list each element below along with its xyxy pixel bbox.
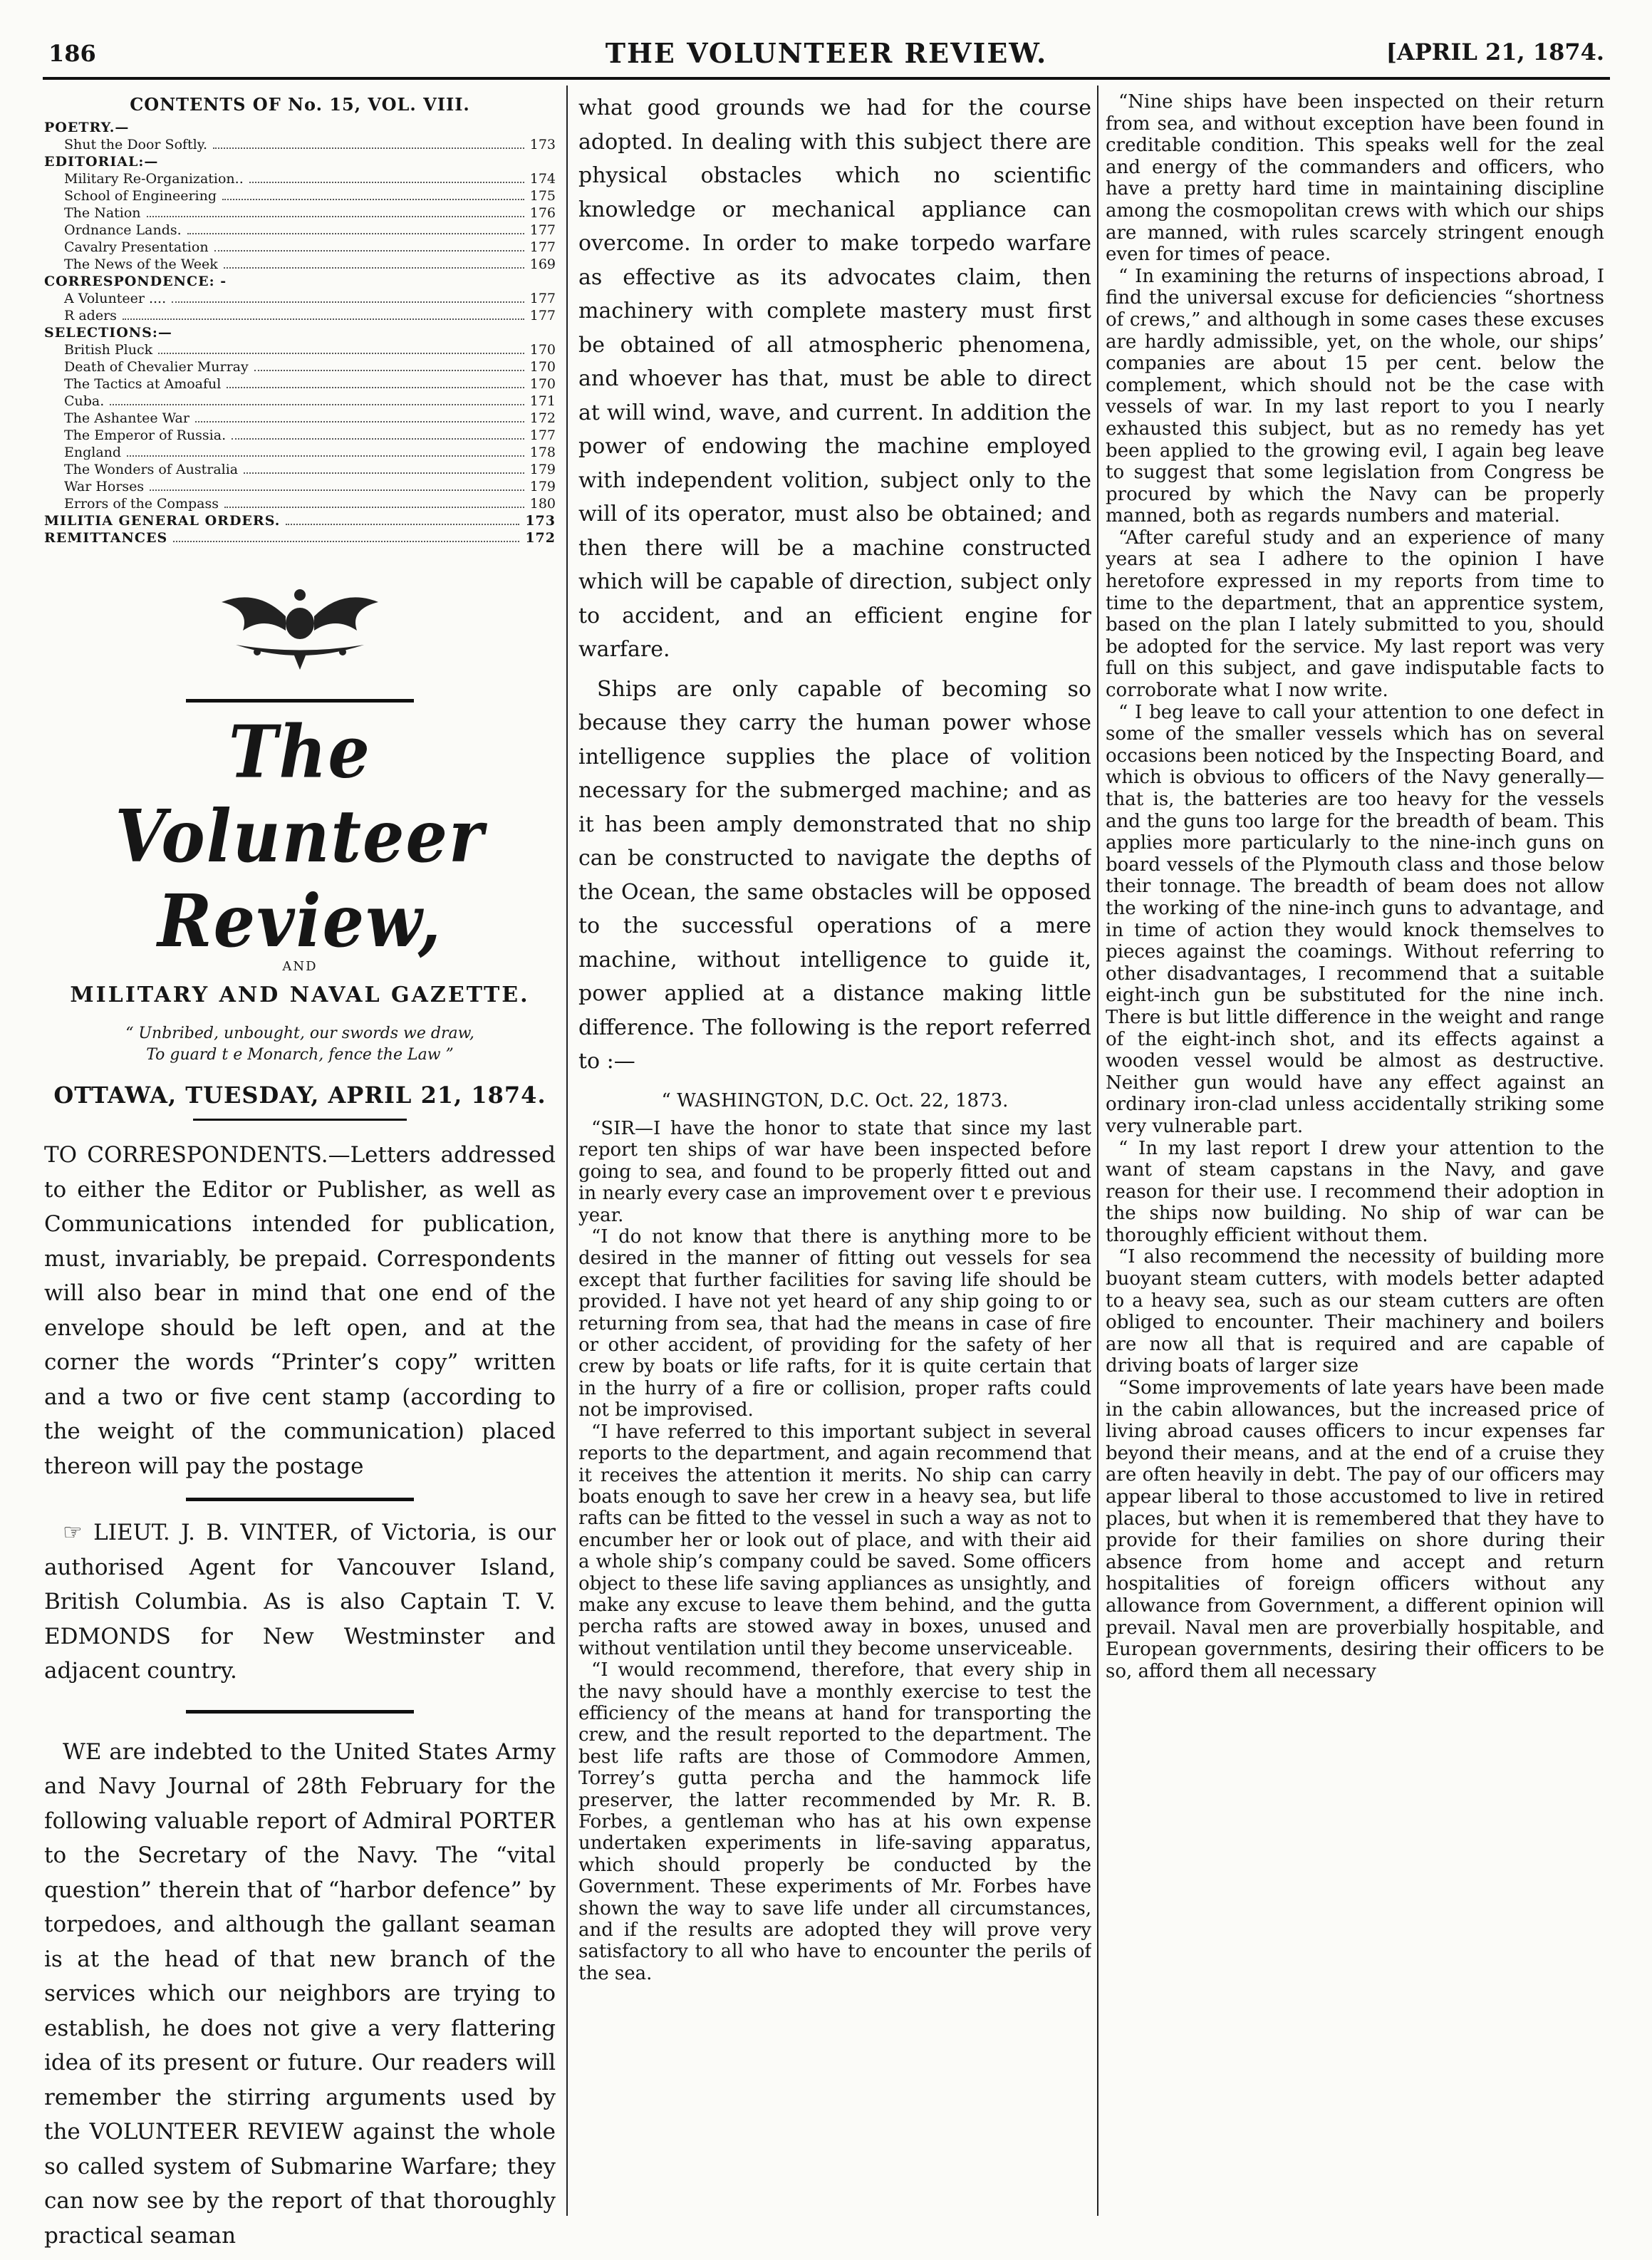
contents-entry-page: 179 — [529, 462, 556, 477]
leader-dots — [147, 204, 524, 217]
divider-rule — [193, 1119, 407, 1121]
contents-entry — [44, 358, 556, 375]
contents-entry-title: Death of Chevalier Murray — [64, 359, 249, 375]
contents-entry-title: War Horses — [64, 479, 145, 494]
contents-entry — [44, 393, 556, 410]
leader-dots — [286, 512, 519, 525]
contents-entry — [44, 478, 556, 495]
column-1 — [44, 91, 556, 2253]
contents-entry-page: 178 — [529, 445, 556, 460]
leader-dots — [224, 495, 524, 508]
contents-entry-title: R aders — [64, 308, 117, 323]
contents-entry-title: The News of the Week — [64, 256, 218, 272]
leader-dots — [127, 444, 524, 457]
leader-dots — [249, 170, 524, 183]
report-paragraph: “ In examining the returns of inspections abroad, I find the universal excuse for deficiencies “shortness of crews,” and although in some cases these excuses are hardly admissible, yet, on the whole, our ships’ companies are about 15 per cent. below the complement, which should not be the case with vessels of war. In my last report to you I nearly exhausted this subject, but as no remedy has yet been applied to the growing evil, I again beg leave to suggest that some legislation from Congress be procured by which the Navy can be properly manned, both as regards numbers and material. — [1106, 265, 1604, 527]
leader-dots — [213, 136, 524, 149]
column-rule-1 — [566, 85, 568, 2216]
report-paragraph: “Some improvements of late years have been made in the cabin allowances, but the increased price of living abroad causes officers to incur expenses far beyond their means, and at the end of a cruise they are often heavily in debt. The pay of our officers may appear liberal to those accustomed to live in retired places, but when it is remembered that they have to provide for their families on shore during their absence from home and accept and return hospitalities of foreign officers without any allowance from Government, a different opinion will prevail. Naval men are proverbially hospitable, and European governments, desiring their officers to be so, afford them all necessary — [1106, 1377, 1604, 1682]
contents-entry-page: 174 — [529, 171, 556, 187]
contents-entry-page: 179 — [529, 479, 556, 494]
contents-entry — [44, 461, 556, 478]
report-paragraph: “I would recommend, therefore, that every ship in the navy should have a monthly exercise to test the efficiency of the means at hand for transporting the crew, and the result reported to the department. The best life rafts are those of Commodore Ammen, Torrey’s gutta percha and the hammock life preserver, the latter recommended by Mr. R. B. Forbes, a gentleman who has at his own expense undertaken experiments in life-saving apparatus, which should properly be conducted by the Government. These experiments of Mr. Forbes have shown the way to save life under all circumstances, and if the results are adopted they will prove very satisfactory to all who have to encounter the perils of the sea. — [578, 1659, 1091, 1984]
contents-entry-title: Cuba. — [64, 393, 105, 409]
editorial-paragraph: WE are indebted to the United States Army and Navy Journal of 28th February for the following valuable report of Admiral PORTER to the Secretary of the Navy. The “vital question” therein that of “harbor defence” by torpedoes, and although the gallant seaman is at the head of that new branch of the services which our neighbors are trying to establish, he does not give a very flattering idea of its present or future. Our readers will remember the stirring arguments used by the VOLUNTEER REVIEW against the whole so called system of Submarine Warfare; they can now see by the report of that thoroughly practical seaman — [44, 1738, 556, 2249]
report-paragraph: “After careful study and an experience of many years at sea I adhere to the opinion I have heretofore expressed in my reports from time to time to the department, that an apprentice system, based on the plan I lately submitted to you, should be adopted for the service. My last report was very full on this subject, and gave indisputable facts to corroborate what I now write. — [1106, 527, 1604, 702]
leader-dots — [150, 478, 524, 491]
report-paragraph: “ I beg leave to call your attention to one defect in some of the smaller vessels which has on several occasions been noticed by the Inspecting Board, and which is obvious to officers of the Navy generally—that is, the batteries are too heavy for the vessels and the guns too large for the breadth of beam. This applies more particularly to the nine-inch guns on board vessels of the Plymouth class and those below their tonnage. The breadth of beam does not allow the working of the nine-inch guns to advantage, and in time of action they would knock themselves to pieces against the coamings. Without referring to other disadvantages, I recommend that a suitable eight-inch gun be substituted for the nine inch. There is but little difference in the weight and range of the eight-inch shot, and its effects against a wooden vessel would be almost as destructive. Neither gun would have any effect against an ordinary iron-clad unless accidentally striking some very vulnerable part. — [1106, 701, 1604, 1137]
contents-entry-page: 173 — [529, 137, 556, 152]
report-paragraph: “Nine ships have been inspected on their return from sea, and without exception have been found in creditable condition. This speaks well for the zeal and energy of the commanders and officers, who have a pretty hard time in maintaining discipline among the cosmopolitan crews with which our ships are manned, with rules scarcely stringent enough even for times of peace. — [1106, 91, 1604, 266]
contents-section-heading: CORRESPONDENCE: - — [44, 274, 227, 289]
contents-entry-page: 171 — [529, 393, 556, 409]
contents-entry-title: The Wonders of Australia — [64, 462, 239, 477]
contents-entry — [44, 187, 556, 204]
contents-entry-title: A Volunteer .... — [64, 291, 167, 306]
contents-section-heading: SELECTIONS:— — [44, 325, 172, 341]
motto-line-2: To guard t e Monarch, fence the Law ” — [146, 1046, 454, 1064]
agent-notice — [44, 1515, 556, 1689]
contents-entry — [44, 290, 556, 307]
contents-entry — [44, 204, 556, 222]
contents-entry-title: British Pluck — [64, 342, 153, 358]
ornament-icon — [44, 559, 556, 680]
contents-entry-title: The Emperor of Russia. — [64, 427, 227, 443]
notice-text: Letters addressed to either the Editor or Publisher, as well as Communications intended for publication, must, invariably, be prepaid. Correspondents will also bear in mind that one end of the envelope should be left open, and at the corner the words “Printer’s copy” written and a two or five cent stamp (according to the weight of the communication) placed thereon will pay the postage — [44, 1142, 556, 1479]
divider-rule — [186, 1498, 414, 1501]
masthead-motto — [44, 1023, 556, 1066]
leader-dots — [224, 256, 524, 269]
divider-rule — [186, 699, 414, 703]
divider-rule — [186, 1710, 414, 1714]
contents-entry-title: The Ashantee War — [64, 410, 189, 426]
contents-entry — [44, 495, 556, 512]
report-dateline: “ WASHINGTON, D.C. Oct. 22, 1873. — [661, 1089, 1009, 1111]
contents-section-heading: EDITORIAL:— — [44, 154, 159, 170]
contents-entry — [44, 410, 556, 427]
contents-entry-page: 177 — [529, 427, 556, 443]
contents-entry — [44, 341, 556, 358]
contents-entry-title: Military Re-Organization.. — [64, 171, 244, 187]
report-paragraph: “SIR—I have the honor to state that since my last report ten ships of war have been inspected before going to sea, and found to be properly fitted out and in nearly every case an improvement over t e previous year. — [578, 1118, 1091, 1226]
contents-entry-page: 177 — [529, 291, 556, 306]
report-paragraph: “I do not know that there is anything more to be desired in the manner of fitting out vessels for sea except that further facilities for saving life should be provided. I have not yet heard of any ship going to or returning from sea, that had the means in case of fire or other accident, of providing for the safety of her crew by boats or life rafts, for it is quite certain that in the hurry of a fire or collision, proper rafts could not be improvised. — [578, 1226, 1091, 1421]
contents-section-heading: POETRY.— — [44, 120, 130, 135]
contents-entry-title: The Tactics at Amoaful — [64, 376, 222, 392]
contents-tail-entry — [44, 529, 556, 546]
running-date: [APRIL 21, 1874. — [1386, 38, 1604, 66]
contents-entry — [44, 222, 556, 239]
contents-entry — [44, 375, 556, 393]
masthead-subtitle: MILITARY AND NAVAL GAZETTE. — [70, 983, 530, 1007]
leader-dots — [227, 375, 524, 388]
report-paragraph: “I have referred to this important subject in several reports to the department, and again recommend that it receives the attention it merits. No ship can carry boats enough to save her crew in a heavy sea, but life rafts can be fitted to the vessel in such a way as not to encumber her or look out of place, and with their aid a whole ship’s company could be saved. Some officers object to these life saving appliances as unsightly, and make any excuse to leave them behind, and the gutta percha rafts are stowed away in boxes, unused and without ventilation until they become unserviceable. — [578, 1421, 1091, 1659]
leader-dots — [254, 358, 524, 371]
contents-entry-page: 180 — [529, 496, 556, 512]
leader-dots — [110, 393, 524, 405]
report-paragraph: “ In my last report I drew your attention to the want of steam capstans in the Navy, and gave reason for their use. I recommend their adoption in the ships now building. No ship of war can be thoroughly efficient without them. — [1106, 1137, 1604, 1246]
contents-entry-title: Cavalry Presentation — [64, 239, 209, 255]
leader-dots — [158, 341, 524, 354]
motto-line-1: “ Unbribed, unbought, our swords we draw, — [125, 1025, 474, 1042]
contents-entry — [44, 136, 556, 153]
issue-dateline: OTTAWA, TUESDAY, APRIL 21, 1874. — [53, 1082, 546, 1109]
contents-entry-page: 170 — [529, 359, 556, 375]
header-rule — [43, 77, 1610, 80]
contents-entry-page: 176 — [529, 205, 556, 221]
contents-entry-page: 177 — [529, 222, 556, 238]
contents-entry-page: 172 — [525, 530, 556, 546]
leader-dots — [244, 461, 524, 474]
contents-entry-page: 173 — [525, 513, 556, 529]
leader-dots — [173, 529, 519, 542]
masthead-title: The Volunteer Review, — [115, 709, 485, 964]
notice-lead: TO CORRESPONDENTS.— — [44, 1142, 350, 1168]
contents-entry-page: 175 — [529, 188, 556, 204]
page-number: 186 — [48, 40, 96, 67]
correspondents-notice — [44, 1138, 556, 1483]
contents-entry-page: 177 — [529, 239, 556, 255]
contents-entry-title: School of Engineering — [64, 188, 217, 204]
leader-dots — [123, 307, 524, 320]
contents-entry-page: 169 — [529, 256, 556, 272]
contents-entry-title: REMITTANCES — [44, 530, 168, 546]
article-paragraph: Ships are only capable of becoming so because they carry the human power whose intelligence supplies the place of volition necessary for the submerged machine; and as it has been amply demonstrated that no ship can be constructed to navigate the depths of the Ocean, the same obstacles will be opposed to the successful operations of a mere machine, without intelligence to guide it, power applied at a distance making little difference. The following is the report referred to :— — [578, 676, 1091, 1074]
contents-entry — [44, 427, 556, 444]
contents-list — [44, 119, 556, 546]
contents-entry-page: 170 — [529, 376, 556, 392]
article-paragraph: what good grounds we had for the course adopted. In dealing with this subject there are physical obstacles which no scientific knowledge or mechanical appliance can overcome. In order to make torpedo warfare as effective as its advocates claim, then machinery with complete mastery must first be obtained of all atmospheric phenomena, and whoever has that, must be able to direct at will wind, wave, and current. In addition the power of endowing the machine employed with independent volition, subject only to the will of its operator, must also be obtained; and then there will be a machine constructed which will be capable of direction, subject only to accident, and an efficient engine for warfare. — [578, 95, 1091, 662]
leader-dots — [222, 187, 524, 200]
contents-entry — [44, 444, 556, 461]
leader-dots — [195, 410, 524, 423]
leader-dots — [172, 290, 524, 303]
contents-entry — [44, 256, 556, 273]
page-header — [43, 31, 1610, 67]
report-paragraph: “I also recommend the necessity of building more buoyant steam cutters, with models better adapted to a heavy sea, such as our steam cutters are often obliged to encounter. Their machinery and boilers are now all that is required and are capable of driving boats of larger size — [1106, 1246, 1604, 1377]
contents-entry — [44, 170, 556, 187]
contents-entry-page: 170 — [529, 342, 556, 358]
contents-entry — [44, 239, 556, 256]
contents-entry-title: Shut the Door Softly. — [64, 137, 208, 152]
column-2 — [578, 91, 1091, 1984]
contents-entry-title: MILITIA GENERAL ORDERS. — [44, 513, 281, 529]
contents-entry-title: Errors of the Compass — [64, 496, 219, 512]
agent-text: of Victoria, is our authorised Agent for Vancouver Island, British Columbia. As is also Captain T. V. EDMONDS for New Westminster and adjacent country. — [44, 1520, 556, 1684]
contents-title: CONTENTS OF No. 15, VOL. VIII. — [130, 94, 470, 115]
leader-dots — [187, 222, 524, 234]
contents-entry-page: 177 — [529, 308, 556, 323]
contents-entry — [44, 307, 556, 324]
contents-entry-title: Ordnance Lands. — [64, 222, 182, 238]
masthead-and: AND — [282, 959, 318, 974]
contents-entry-title: England — [64, 445, 122, 460]
agent-lead: ☞ LIEUT. J. B. VINTER, — [63, 1520, 339, 1545]
column-rule-2 — [1097, 85, 1098, 2216]
leader-dots — [214, 239, 524, 252]
contents-entry-title: The Nation — [64, 205, 141, 221]
leader-dots — [232, 427, 524, 440]
contents-tail-entry — [44, 512, 556, 529]
running-title: THE VOLUNTEER REVIEW. — [605, 37, 1048, 69]
contents-entry-page: 172 — [529, 410, 556, 426]
column-3 — [1106, 91, 1604, 1682]
